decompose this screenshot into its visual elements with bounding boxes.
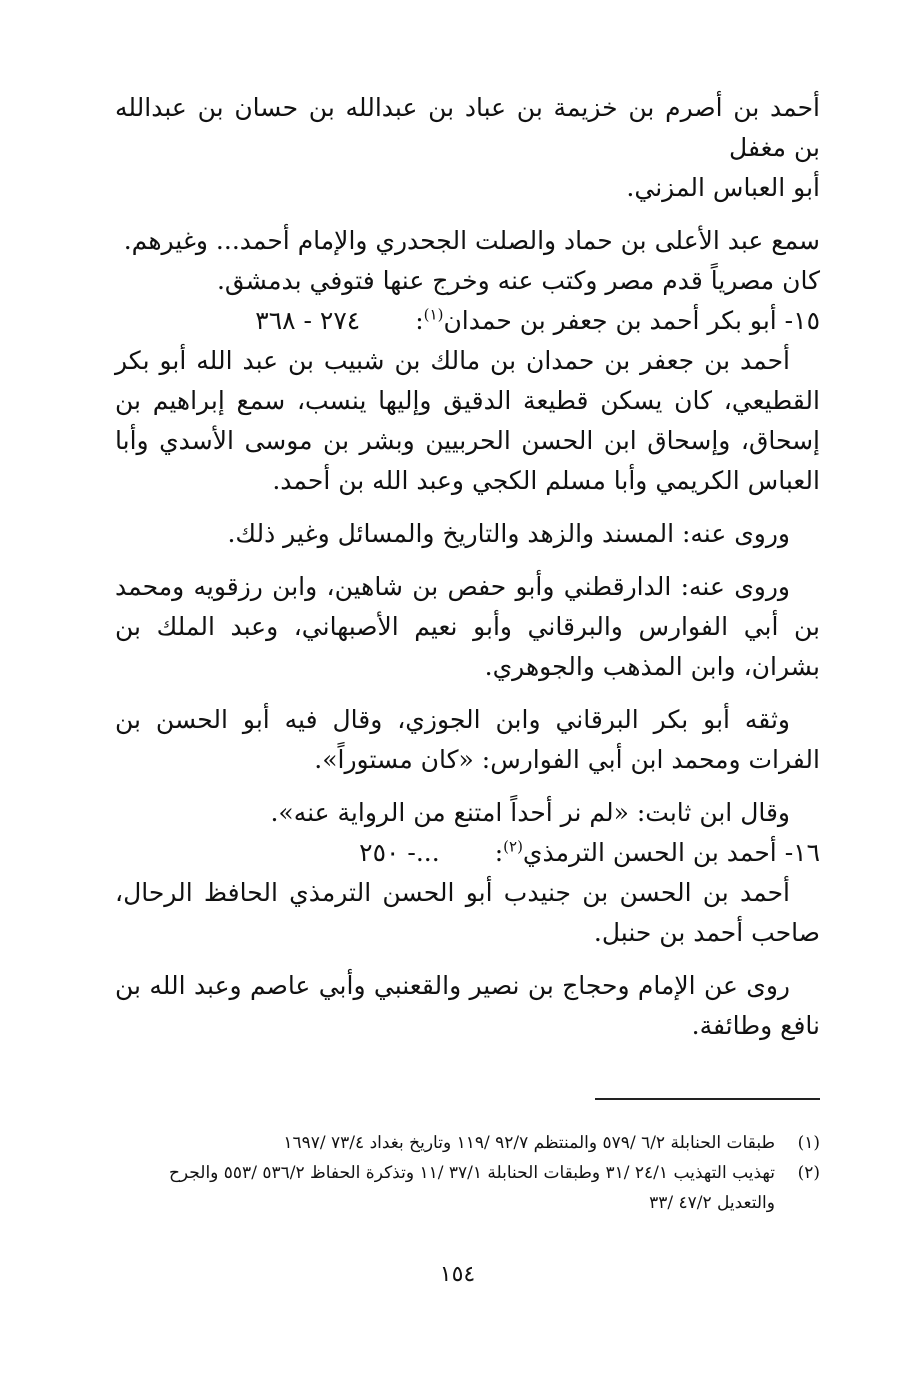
entry-16-heading: [115, 833, 820, 873]
footnote-2: [115, 1158, 820, 1218]
footnote-1: [115, 1128, 820, 1158]
footnote-2-text: تهذيب التهذيب ٢٤/١ /٣١ وطبقات الحنابلة ٣٧/١ /١١ وتذكرة الحفاظ ٥٣٦/٢ /٥٥٣ والجرح والتعديل ٤٧/٢ /٣٣: [168, 1163, 775, 1213]
entry-16-title: [495, 833, 820, 873]
entry-15-bio: أحمد بن جعفر بن حمدان بن مالك بن شبيب بن عبد الله أبو بكر القطيعي، كان يسكن قطيعة الدقيق وإليها ينسب، سمع إبراهيم بن إسحاق، وإسحاق ابن الحسن الحربيين وبشر بن موسى الأسدي وأبا العباس الكريمي وأبا مسلم الكجي وعبد الله بن أحمد.: [115, 346, 820, 495]
entry-14-residence: كان مصرياً قدم مصر وكتب عنه وخرج عنها فتوفي بدمشق.: [216, 266, 820, 295]
entry-15-title-text: ١٥- أبو بكر أحمد بن جعفر بن حمدان: [443, 306, 820, 335]
entry-15-title-colon: :: [415, 306, 424, 335]
footnote-ref-1[interactable]: (١): [423, 305, 444, 324]
footnote-1-text: طبقات الحنابلة ٦/٢ /٥٧٩ والمنتظم ٩٢/٧ /١١٩ وتاريخ بغداد ٧٣/٤ /١٦٩٧: [283, 1133, 775, 1153]
entry-16-title-colon: :: [494, 838, 504, 867]
entry-14-name-line-2: أبو العباس المزني.: [626, 173, 820, 202]
entry-16-narrated: روى عن الإمام وحجاج بن نصير والقعنبي وأبي عاصم وعبد الله بن نافع وطائفة.: [115, 971, 820, 1040]
entry-16-bio: أحمد بن الحسن بن جنيدب أبو الحسن الترمذي الحافظ الرحال، صاحب أحمد بن حنبل.: [115, 878, 820, 947]
entry-15-trust: وثقه أبو بكر البرقاني وابن الجوزي، وقال فيه أبو الحسن بن الفرات ومحمد ابن أبي الفوارس: «كان مستوراً».: [115, 705, 820, 774]
entry-15-years: ٢٧٤ - ٣٦٨: [255, 306, 361, 335]
page-number: ١٥٤: [439, 1262, 476, 1287]
entry-15-works: وروى عنه: المسند والزهد والتاريخ والمسائل وغير ذلك.: [227, 519, 790, 548]
entry-15-heading: [115, 301, 820, 341]
footnote-ref-2[interactable]: (٢): [503, 837, 523, 856]
entry-15-ibn-thabit: وقال ابن ثابت: «لم نر أحداً امتنع من الرواية عنه».: [270, 798, 790, 827]
entry-15-narrators: وروى عنه: الدارقطني وأبو حفص بن شاهين، وابن رزقويه ومحمد بن أبي الفوارس والبرقاني وأبو نعيم الأصبهاني، وعبد الملك بن بشران، وابن المذهب والجوهري.: [115, 572, 820, 681]
footnote-separator: [595, 1098, 820, 1100]
footnotes: [115, 1128, 820, 1218]
entry-14-name-line-1: أحمد بن أصرم بن خزيمة بن عباد بن عبدالله بن حسان بن عبدالله بن مغفل: [115, 93, 820, 162]
entry-16-years: ...- ٢٥٠: [359, 838, 440, 867]
main-text: [115, 88, 820, 1046]
entry-15-title: [415, 301, 820, 341]
entry-14-heard-from: سمع عبد الأعلى بن حماد والصلت الجحدري والإمام أحمد... وغيرهم.: [123, 226, 820, 255]
footnote-1-number: (١): [797, 1133, 820, 1153]
entry-16-title-text: ١٦- أحمد بن الحسن الترمذي: [522, 838, 820, 867]
footnote-2-number: (٢): [797, 1163, 820, 1183]
